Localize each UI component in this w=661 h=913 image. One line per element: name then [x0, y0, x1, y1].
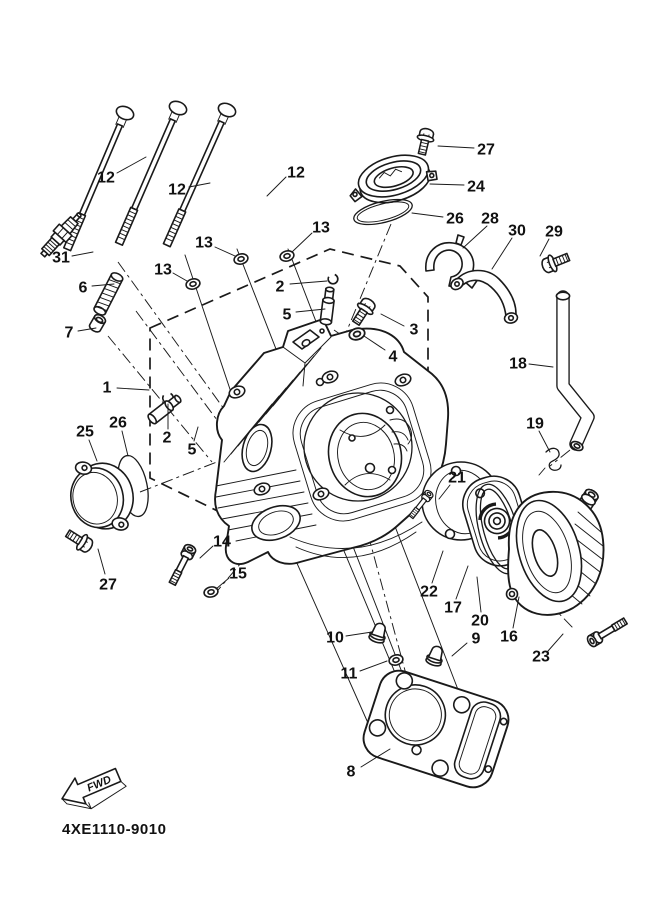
callout-label-6: 6: [78, 279, 88, 297]
callout-label-30: 30: [508, 222, 526, 240]
callout-label-13: 13: [154, 261, 172, 279]
callout-label-22: 22: [420, 583, 438, 601]
callout-label-2: 2: [275, 278, 285, 296]
callout-label-25: 25: [76, 423, 94, 441]
callout-label-20: 20: [471, 612, 489, 630]
callout-label-15: 15: [229, 565, 247, 583]
callout-label-10: 10: [326, 629, 344, 647]
diagram-part-code: 4XE1110-9010: [62, 821, 167, 838]
callout-label-12: 12: [97, 169, 115, 187]
callout-label-31: 31: [52, 249, 70, 267]
callout-label-4: 4: [388, 348, 398, 366]
callout-label-21: 21: [448, 469, 466, 487]
callout-label-27: 27: [477, 141, 495, 159]
callout-label-16: 16: [500, 628, 518, 646]
callout-label-13: 13: [312, 219, 330, 237]
callout-label-27: 27: [99, 576, 117, 594]
callout-label-24: 24: [467, 178, 485, 196]
side-cover-16: [505, 487, 603, 615]
callout-label-13: 13: [195, 234, 213, 252]
callout-label-28: 28: [481, 210, 499, 228]
callout-label-3: 3: [409, 321, 419, 339]
callout-label-12: 12: [168, 181, 186, 199]
callout-label-5: 5: [282, 306, 292, 324]
callout-label-29: 29: [545, 223, 563, 241]
callout-label-23: 23: [532, 648, 550, 666]
callout-label-12: 12: [287, 164, 305, 182]
callout-label-26: 26: [109, 414, 127, 432]
callout-label-14: 14: [213, 533, 231, 551]
callout-label-2: 2: [162, 429, 172, 447]
callout-label-11: 11: [340, 665, 358, 683]
callout-label-1: 1: [102, 379, 112, 397]
callout-label-5: 5: [187, 441, 197, 459]
fwd-label: FWD: [85, 773, 114, 795]
callout-label-7: 7: [64, 324, 74, 342]
callout-label-26: 26: [446, 210, 464, 228]
callout-label-18: 18: [509, 355, 527, 373]
callout-label-8: 8: [346, 763, 356, 781]
callout-label-17: 17: [444, 599, 462, 617]
callout-label-9: 9: [471, 630, 481, 648]
callout-label-19: 19: [526, 415, 544, 433]
